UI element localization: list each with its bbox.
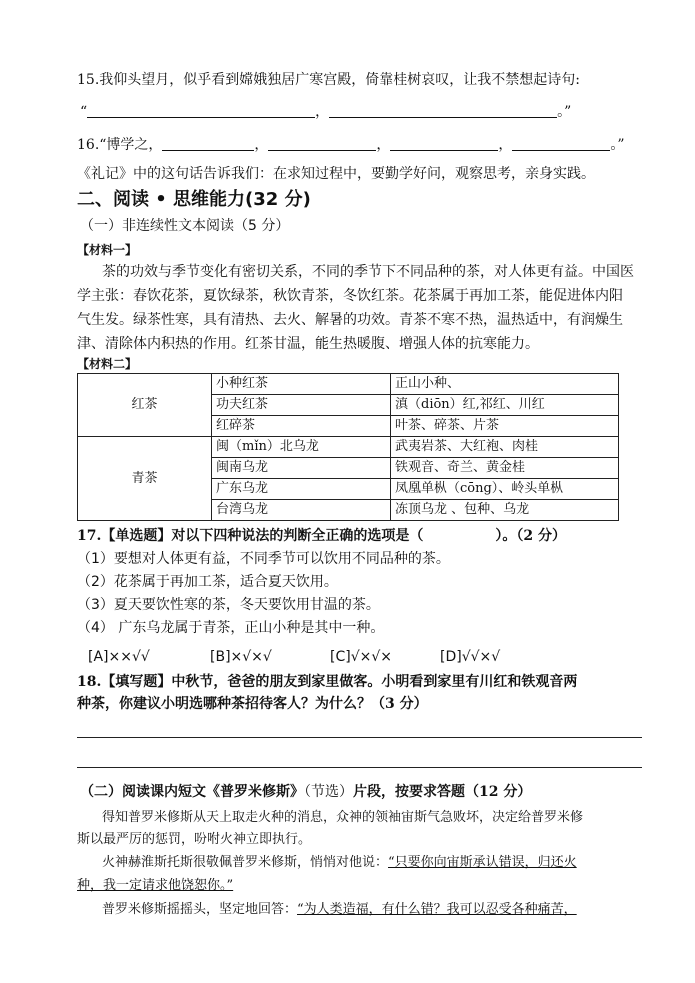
q17-stem: 17.【单选题】对以下四种说法的判断全正确的选项是（ ）。（2 分） — [77, 528, 566, 544]
material1-line-4: 津、清除体内积热的作用。红茶甘温，能生热暖腹、增强人体的抗寒能力。 — [77, 336, 539, 352]
q17-option-c[interactable]: [C]√×√× — [330, 649, 393, 665]
q17-item-1: （1）要想对人体更有益，不同季节可以饮用不同品种的茶。 — [77, 551, 450, 567]
comma: ， — [315, 104, 330, 120]
material2-label: 【材料二】 — [77, 357, 138, 371]
q15-text: 15.我仰头望月，似乎看到嫦娥独居广寒宫殿，倚靠桂树哀叹，让我不禁想起诗句: — [77, 72, 580, 88]
material1-line-2: 学主张：春饮花茶，夏饮绿茶，秋饮青茶，冬饮红茶。花茶属于再加工茶，能促进体内阳 — [77, 288, 623, 304]
tea-varieties: 铁观音、奇兰、黄金桂 — [391, 458, 619, 479]
part2-p3-line-1: 普罗米修斯摇摇头，坚定地回答：“为人类造福，有什么错？我可以忍受各种痛苦， — [102, 902, 577, 917]
table-row — [78, 437, 619, 458]
q15-answer-line — [80, 102, 571, 122]
q17-item-2: （2）花茶属于再加工茶，适合夏天饮用。 — [77, 574, 338, 590]
tea-type: 广东乌龙 — [212, 479, 391, 500]
material1-line-3: 气生发。绿茶性寒，具有清热、去火、解暑的功效。青茶不寒不热，温热适中，有润燥生 — [77, 312, 623, 328]
q16-answer-line: 16.“博学之， ， ， ， 。” — [77, 137, 625, 153]
tea-varieties: 叶茶、碎茶、片茶 — [391, 416, 619, 437]
blank-5[interactable] — [390, 136, 498, 151]
material1-label: 【材料一】 — [77, 243, 138, 257]
q16-explanation: 《礼记》中的这句话告诉我们：在求知过程中，要勤学好问，观察思考，亲身实践。 — [77, 166, 595, 182]
part2-p1-line-1: 得知普罗米修斯从天上取走火种的消息，众神的领袖宙斯气急败坏，决定给普罗米修 — [102, 810, 584, 825]
tea-varieties: 武夷岩茶、大红袍、肉桂 — [391, 437, 619, 458]
q17-option-a[interactable]: [A]××√√ — [88, 649, 150, 665]
part2-p2-line-2: 种，我一定请求他饶恕你。” — [77, 878, 234, 893]
q18-line-1: 18.【填写题】中秋节，爸爸的朋友到家里做客。小明看到家里有川红和铁观音两 — [77, 674, 578, 690]
blank-4[interactable] — [268, 136, 376, 151]
tea-type: 红碎茶 — [212, 416, 391, 437]
tea-varieties: 正山小种、 — [391, 374, 619, 395]
category-red-tea: 红茶 — [78, 374, 212, 437]
q17-item-4: （4） 广东乌龙属于青茶，正山小种是其中一种。 — [77, 620, 385, 636]
q17-option-b[interactable]: [B]×√×√ — [210, 649, 272, 665]
tea-varieties: 凤凰单枞（cōng）、岭头单枞 — [391, 479, 619, 500]
tea-type: 台湾乌龙 — [212, 500, 391, 521]
q18-answer-line-1[interactable] — [77, 737, 642, 738]
blank-6[interactable] — [512, 136, 610, 151]
underlined-quote: “只要你向宙斯承认错误，归还火 — [388, 855, 577, 870]
tea-varieties: 滇（diōn）红,祁红、川红 — [391, 395, 619, 416]
part2-p1-line-2: 斯以最严厉的惩罚，吩咐火神立即执行。 — [77, 832, 312, 847]
part2-title: （二）阅读课内短文《普罗米修斯》（节选）片段，按要求答题（12 分） — [80, 784, 532, 800]
table-row — [78, 374, 619, 395]
part2-p2-line-1: 火神赫淮斯托斯很敬佩普罗米修斯，悄悄对他说：“只要你向宙斯承认错误，归还火 — [102, 855, 577, 870]
q17-item-3: （3）夏天要饮性寒的茶，冬天要饮用甘温的茶。 — [77, 597, 380, 613]
tea-type: 闽（mǐn）北乌龙 — [212, 437, 391, 458]
tea-varieties: 冻顶乌龙 、包种、乌龙 — [391, 500, 619, 521]
tea-type: 闽南乌龙 — [212, 458, 391, 479]
q18-answer-line-2[interactable] — [77, 767, 642, 768]
section-title: 二、阅读 • 思维能力(32 分) — [77, 189, 311, 210]
close-quote: 。” — [557, 104, 572, 120]
q18-line-2: 种茶，你建议小明选哪种茶招待客人？为什么？（3 分） — [77, 696, 428, 712]
open-quote: “ — [80, 104, 88, 120]
category-oolong-tea: 青茶 — [78, 437, 212, 521]
underlined-quote: “为人类造福，有什么错？我可以忍受各种痛苦， — [297, 902, 577, 917]
tea-type: 功夫红茶 — [212, 395, 391, 416]
blank-2[interactable] — [329, 103, 557, 118]
part1-title: （一）非连续性文本阅读（5 分） — [80, 218, 290, 234]
blank-3[interactable] — [162, 136, 254, 151]
material1-line-1: 茶的功效与季节变化有密切关系，不同的季节下不同品种的茶，对人体更有益。中国医 — [102, 264, 634, 280]
q17-option-d[interactable]: [D]√√×√ — [440, 649, 501, 665]
blank-1[interactable] — [87, 103, 315, 118]
tea-type: 小种红茶 — [212, 374, 391, 395]
tea-table — [77, 373, 619, 521]
q16-prefix: 16.“博学之， — [77, 137, 163, 153]
